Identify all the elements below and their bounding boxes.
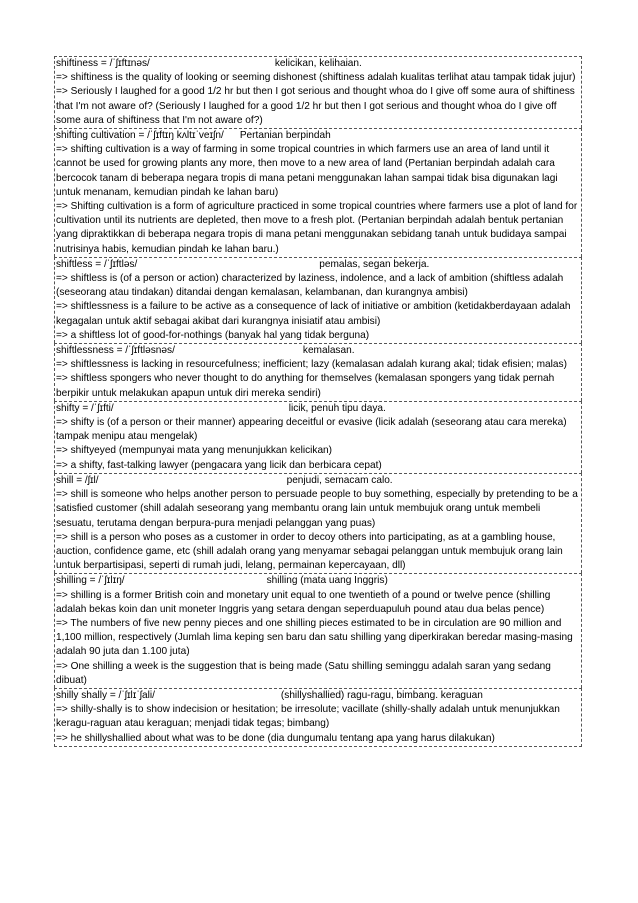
entry-headline [56, 474, 580, 488]
entry-headline [56, 344, 580, 358]
entry-example: => he shillyshallied about what was to be done (dia dungumalu tentang apa yang harus dilakukan) [56, 732, 495, 744]
dictionary-entry [54, 688, 582, 747]
dictionary-entry [54, 56, 582, 128]
dictionary-entry [54, 343, 582, 401]
entry-meaning: kemalasan. [302, 345, 355, 357]
entry-example: => shifty is (of a person or their manner) appearing deceitful or evasive (licik adalah (seseorang atau cara mereka) tampak menipu atau mengelak) [56, 417, 567, 443]
entry-headline [56, 129, 580, 143]
dictionary-page [54, 56, 582, 747]
entry-term: shiftlessness = /ˈʃɪftləsnəs/ [56, 345, 175, 357]
entry-example: => shilling is a former British coin and monetary unit equal to one twentieth of a pound or twelve pence (shilling adalah bekas koin dan unit moneter Inggris yang setara dengan seperduapuluh pound atau dua belas pence) [56, 589, 551, 615]
entry-term: shilly shally = /ˈʃɪlɪˈʃali/ [56, 689, 155, 701]
entry-example: => shiftless spongers who never thought to do anything for themselves (kemalasan spongers yang tidak pernah berpikir untuk melakukan apapun untuk diri mereka sendiri) [56, 373, 555, 399]
entry-example: => shifting cultivation is a way of farming in some tropical countries in which farmers use an area of land until it cannot be used for growing plants any more, then move to a new area of land (Pertanian berpindah adalah cara bercocok tanam di beberapa negara tropis di mana petani menggunakan lahan sampai tidak bisa digunakan lagi untuk menanam, kemudian pindah ke lahan baru) [56, 144, 558, 198]
entry-example: => shiftlessness is a failure to be active as a consequence of lack of initiative or ambition (ketidakberdayaan adalah kegagalan untuk aktif sebagai akibat dari kurangnya inisiatif atau ambisi) [56, 301, 571, 327]
entry-headline [56, 258, 580, 272]
entry-example: => The numbers of five new penny pieces and one shilling pieces estimated to be in circulation are 90 million and 1,100 million, respectively (Jumlah lima keping sen baru dan satu shilling yang diperkirakan beredar masing-masing adalah 90 juta dan 1.100 juta) [56, 617, 573, 658]
dictionary-entry [54, 128, 582, 257]
entry-meaning: pemalas, segan bekerja. [319, 258, 430, 270]
dictionary-entry [54, 257, 582, 343]
entry-meaning: kelicikan, kelihaian. [274, 58, 362, 69]
entry-example: => shiftlessness is lacking in resourcefulness; inefficient; lazy (kemalasan adalah kurang akal; tidak efisien; malas) [56, 359, 567, 371]
dictionary-entry [54, 473, 582, 573]
entry-meaning: penjudi, semacam calo. [286, 474, 393, 486]
entry-example: => shiftyeyed (mempunyai mata yang menunjukkan kelicikan) [56, 445, 333, 457]
entry-example: => a shifty, fast-talking lawyer (pengacara yang licik dan berbicara cepat) [56, 459, 382, 471]
entry-headline [56, 689, 580, 703]
entry-example: => shill is someone who helps another person to persuade people to buy something, especially by pretending to be a satisfied customer (shill adalah seseorang yang membantu orang lain untuk membujuk orang untuk membeli sesuatu, terutama dengan berpura-pura menjadi pelanggan yang puas) [56, 489, 578, 529]
entry-term: shiftless = /ˈʃɪftləs/ [56, 258, 138, 270]
dictionary-entry [54, 401, 582, 473]
entry-term: shifty = /ˈʃɪfti/ [56, 402, 114, 414]
entry-meaning: (shillyshallied) ragu-ragu, bimbang. keraguan [280, 689, 483, 701]
entry-headline [56, 57, 580, 71]
entry-example: => Shifting cultivation is a form of agriculture practiced in some tropical countries where farmers use a plot of land for cultivation until its nutrients are depleted, then move to a fresh plot. (Pertanian berpindah adalah bentuk pertanian yang dipraktikkan di beberapa negara tropis di mana petani menggunakan sebidang tanah untuk budidaya sampai nutrisinya habis, kemudian pindah ke lahan baru.) [56, 201, 578, 255]
entry-meaning: shilling (mata uang Inggris) [266, 575, 388, 587]
entry-example: => shilly-shally is to show indecision or hesitation; be irresolute; vacillate (shilly-shally adalah untuk menunjukkan keragu-raguan atau keraguan; menjadi tidak tegas; bimbang) [56, 704, 560, 730]
entry-headline [56, 402, 580, 416]
entry-example: => One shilling a week is the suggestion that is being made (Satu shilling seminggu adalah saran yang sedang dibuat) [56, 660, 551, 686]
entry-term: shiftiness = /ˈʃɪftɪnəs/ [56, 58, 150, 69]
entry-example: => a shiftless lot of good-for-nothings (banyak hal yang tidak berguna) [56, 329, 370, 341]
entry-term: shilling = /ˈʃɪlɪŋ/ [56, 575, 125, 587]
entry-example: => shiftiness is the quality of looking or seeming dishonest (shiftiness adalah kualitas terlihat atau tampak tidak jujur) [56, 72, 576, 84]
entry-example: => shill is a person who poses as a customer in order to decoy others into participating, as at a gambling house, auction, confidence game, etc (shill adalah orang yang menyamar sebagai pelanggan untuk membujuk orang lain untuk berpartisipasi, seperti di rumah judi, lelang, permainan kepercayaan, dll) [56, 531, 563, 572]
entry-meaning: licik, penuh tipu daya. [288, 402, 386, 414]
entry-term: shifting cultivation = /ˈʃɪftɪŋ kʌltɪˈveɪʃn/ [56, 130, 224, 142]
dictionary-entry [54, 573, 582, 688]
entry-meaning: Pertanian berpindah [239, 130, 331, 142]
entry-headline [56, 574, 580, 588]
entry-example: => Seriously I laughed for a good 1/2 hr but then I got serious and thought whoa do I give off some aura of shiftiness that I'm not aware of? (Seriously I laughed for a good 1/2 hr but then I got serious and thought whoa do I give off some aura of shiftiness that I'm not aware of?) [56, 86, 575, 126]
entry-example: => shiftless is (of a person or action) characterized by laziness, indolence, and a lack of ambition (shiftless adalah (seseorang atau tindakan) ditandai dengan kemalasan, kelambanan, dan kurangnya ambisi) [56, 273, 564, 299]
entry-term: shill = /ʃɪl/ [56, 474, 99, 486]
